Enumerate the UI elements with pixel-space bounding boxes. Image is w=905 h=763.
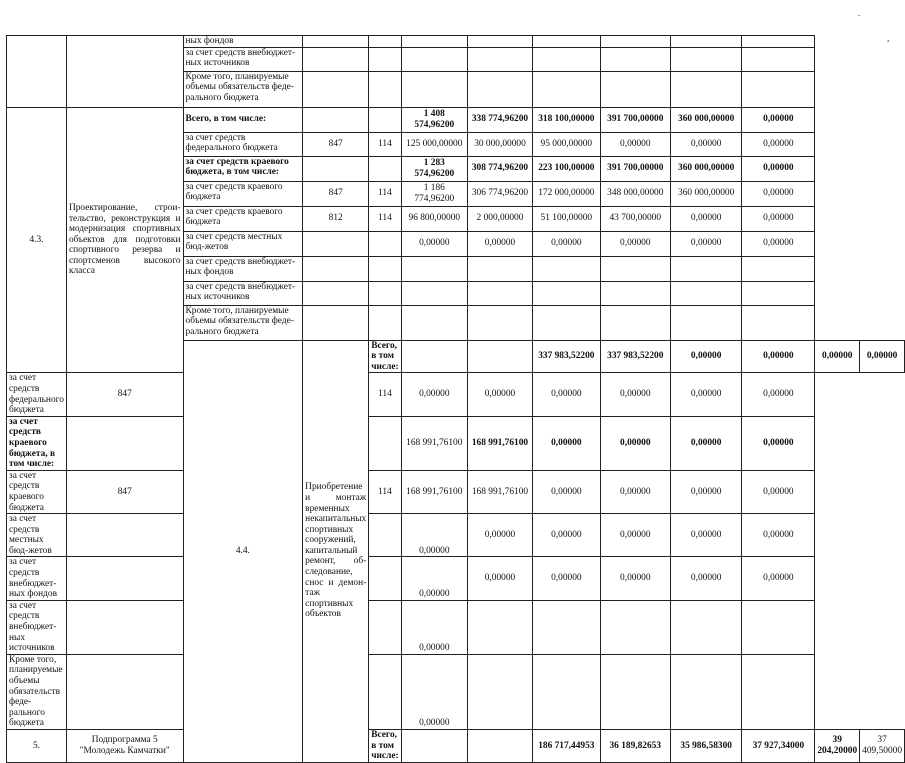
table-row <box>7 470 905 513</box>
source-label: Кроме того, планируемые объемы обязательств феде-рального бюджета <box>183 71 303 107</box>
value-cell: 1 408 574,96200 <box>401 107 467 132</box>
grbs-code: 847 <box>303 132 369 156</box>
total-label: Всего, в том числе: <box>369 340 401 373</box>
value-cell: 36 189,82653 <box>600 729 670 762</box>
value-cell: 125 000,00000 <box>401 132 467 156</box>
budget-table <box>6 35 905 763</box>
source-label: за счет средств внебюджет-ных фондов <box>183 256 303 281</box>
value-cell: 0,00000 <box>670 514 742 557</box>
source-label: за счет средств федерального бюджета <box>183 132 303 156</box>
value-cell: 318 100,00000 <box>533 107 601 132</box>
value-cell: 0,00000 <box>742 416 815 470</box>
table-row <box>7 36 905 48</box>
value-cell: 0,00000 <box>600 231 670 256</box>
value-cell: 35 986,58300 <box>670 729 742 762</box>
grbs-code: 812 <box>303 206 369 231</box>
value-cell: 0,00000 <box>670 373 742 416</box>
source-label: за счет средств местных бюд-жетов <box>183 231 303 256</box>
value-cell: 0,00000 <box>401 557 467 600</box>
value-cell: 0,00000 <box>600 373 670 416</box>
value-cell: 95 000,00000 <box>533 132 601 156</box>
value-cell: 172 000,00000 <box>533 181 601 206</box>
table-row <box>7 557 905 600</box>
source-label: за счет средств краевого бюджета, в том числе: <box>183 156 303 181</box>
value-cell: 0,00000 <box>533 470 601 513</box>
value-cell: 0,00000 <box>742 373 815 416</box>
section-code: 114 <box>369 373 401 416</box>
name-cell <box>66 36 183 108</box>
section-code: 114 <box>369 206 401 231</box>
value-cell: 0,00000 <box>742 181 815 206</box>
table-row <box>7 107 905 132</box>
value-cell: 0,00000 <box>742 206 815 231</box>
value-cell: 360 000,00000 <box>670 107 742 132</box>
source-label: Кроме того, планируемые объемы обязательств феде-рального бюджета <box>7 654 67 729</box>
value-cell: 360 000,00000 <box>670 156 742 181</box>
index-cell <box>7 36 67 108</box>
value-cell: 0,00000 <box>670 416 742 470</box>
table-row <box>7 729 905 762</box>
scan-speck: . <box>858 8 861 18</box>
value-cell: 0,00000 <box>742 340 815 373</box>
value-cell: 0,00000 <box>860 340 905 373</box>
value-cell: 0,00000 <box>600 470 670 513</box>
value-cell: 0,00000 <box>742 470 815 513</box>
source-label: за счет средств внебюджет-ных источников <box>183 47 303 71</box>
value-cell: 0,00000 <box>533 416 601 470</box>
value-cell: 37 409,50000 <box>860 729 905 762</box>
value-cell: 0,00000 <box>401 373 467 416</box>
source-label: за счет средств местных бюд-жетов <box>7 514 67 557</box>
value-cell: 360 000,00000 <box>670 181 742 206</box>
section-name: Подпрограмма 5 "Молодежь Камчатки" <box>66 729 183 762</box>
source-label: за счет средств краевого бюджета <box>183 181 303 206</box>
source-label: за счет средств краевого бюджета <box>183 206 303 231</box>
value-cell: 0,00000 <box>670 340 742 373</box>
value-cell: 0,00000 <box>467 514 532 557</box>
value-cell: 0,00000 <box>670 231 742 256</box>
value-cell: 0,00000 <box>533 231 601 256</box>
value-cell: 306 774,96200 <box>467 181 532 206</box>
source-label: Кроме того, планируемые объемы обязательств феде-рального бюджета <box>183 305 303 340</box>
value-cell: 391 700,00000 <box>600 156 670 181</box>
value-cell: 0,00000 <box>533 373 601 416</box>
source-label: за счет средств внебюджет-ных источников <box>7 600 67 654</box>
value-cell: 51 100,00000 <box>533 206 601 231</box>
section-code: 114 <box>369 132 401 156</box>
value-cell: 186 717,44953 <box>533 729 601 762</box>
value-cell: 0,00000 <box>670 206 742 231</box>
value-cell: 43 700,00000 <box>600 206 670 231</box>
value-cell: 39 204,20000 <box>815 729 860 762</box>
table-row <box>7 373 905 416</box>
section-code: 114 <box>369 181 401 206</box>
value-cell: 348 000,00000 <box>600 181 670 206</box>
value-cell: 168 991,76100 <box>401 416 467 470</box>
section-index: 4.3. <box>7 107 67 373</box>
table-row <box>7 600 905 654</box>
value-cell: 0,00000 <box>401 514 467 557</box>
grbs-code: 847 <box>66 373 183 416</box>
value-cell: 338 774,96200 <box>467 107 532 132</box>
value-cell: 2 000,00000 <box>467 206 532 231</box>
value-cell: 0,00000 <box>815 340 860 373</box>
source-label: за счет средств краевого бюджета, в том числе: <box>7 416 67 470</box>
total-label: Всего, в том числе: <box>183 107 303 132</box>
section-name: Приобретение и монтаж временных некапитальных спортивных сооружений, капитальный ремонт, об-следование, снос и демон-таж спортивных объектов <box>303 340 369 762</box>
value-cell: 0,00000 <box>533 514 601 557</box>
table-row <box>7 514 905 557</box>
value-cell: 0,00000 <box>670 132 742 156</box>
section-code: 114 <box>369 470 401 513</box>
value-cell: 0,00000 <box>600 514 670 557</box>
table-row <box>7 654 905 729</box>
value-cell: 308 774,96200 <box>467 156 532 181</box>
value-cell: 391 700,00000 <box>600 107 670 132</box>
value-cell: 0,00000 <box>742 557 815 600</box>
value-cell: 223 100,00000 <box>533 156 601 181</box>
value-cell: 0,00000 <box>742 514 815 557</box>
section-name: Проектирование, строи-тельство, реконструкция и модернизация спортивных объектов для подготовки спортивного резерва и спортсменов высокого класса <box>66 107 183 373</box>
value-cell: 0,00000 <box>401 231 467 256</box>
table-row <box>7 416 905 470</box>
value-cell: 168 991,76100 <box>467 470 532 513</box>
section-index: 4.4. <box>183 340 303 762</box>
source-label: за счет средств внебюджет-ных фондов <box>7 557 67 600</box>
value-cell: 0,00000 <box>600 416 670 470</box>
value-cell: 37 927,34000 <box>742 729 815 762</box>
value-cell: 0,00000 <box>467 373 532 416</box>
value-cell: 1 283 574,96200 <box>401 156 467 181</box>
source-label: за счет средств внебюджет-ных источников <box>183 281 303 305</box>
value-cell: 0,00000 <box>467 557 532 600</box>
value-cell: 168 991,76100 <box>467 416 532 470</box>
value-cell: 96 800,00000 <box>401 206 467 231</box>
value-cell: 30 000,00000 <box>467 132 532 156</box>
value-cell: 0,00000 <box>401 654 467 729</box>
value-cell: 337 983,52200 <box>600 340 670 373</box>
total-label: Всего, в том числе: <box>369 729 401 762</box>
value-cell: 0,00000 <box>401 600 467 654</box>
value-cell: 0,00000 <box>670 557 742 600</box>
source-label: за счет средств краевого бюджета <box>7 470 67 513</box>
grbs-code: 847 <box>303 181 369 206</box>
source-label: за счет средств федерального бюджета <box>7 373 67 416</box>
value-cell: 0,00000 <box>600 132 670 156</box>
value-cell: 0,00000 <box>670 470 742 513</box>
grbs-code: 847 <box>66 470 183 513</box>
value-cell: 0,00000 <box>600 557 670 600</box>
value-cell: 337 983,52200 <box>533 340 601 373</box>
value-cell: 0,00000 <box>533 557 601 600</box>
value-cell: 0,00000 <box>742 156 815 181</box>
section-index: 5. <box>7 729 67 762</box>
value-cell: 0,00000 <box>742 132 815 156</box>
source-label: ных фондов <box>183 36 303 48</box>
value-cell: 0,00000 <box>742 107 815 132</box>
scan-speck: , <box>887 33 890 43</box>
value-cell: 0,00000 <box>467 231 532 256</box>
value-cell: 168 991,76100 <box>401 470 467 513</box>
value-cell: 1 186 774,96200 <box>401 181 467 206</box>
value-cell: 0,00000 <box>742 231 815 256</box>
